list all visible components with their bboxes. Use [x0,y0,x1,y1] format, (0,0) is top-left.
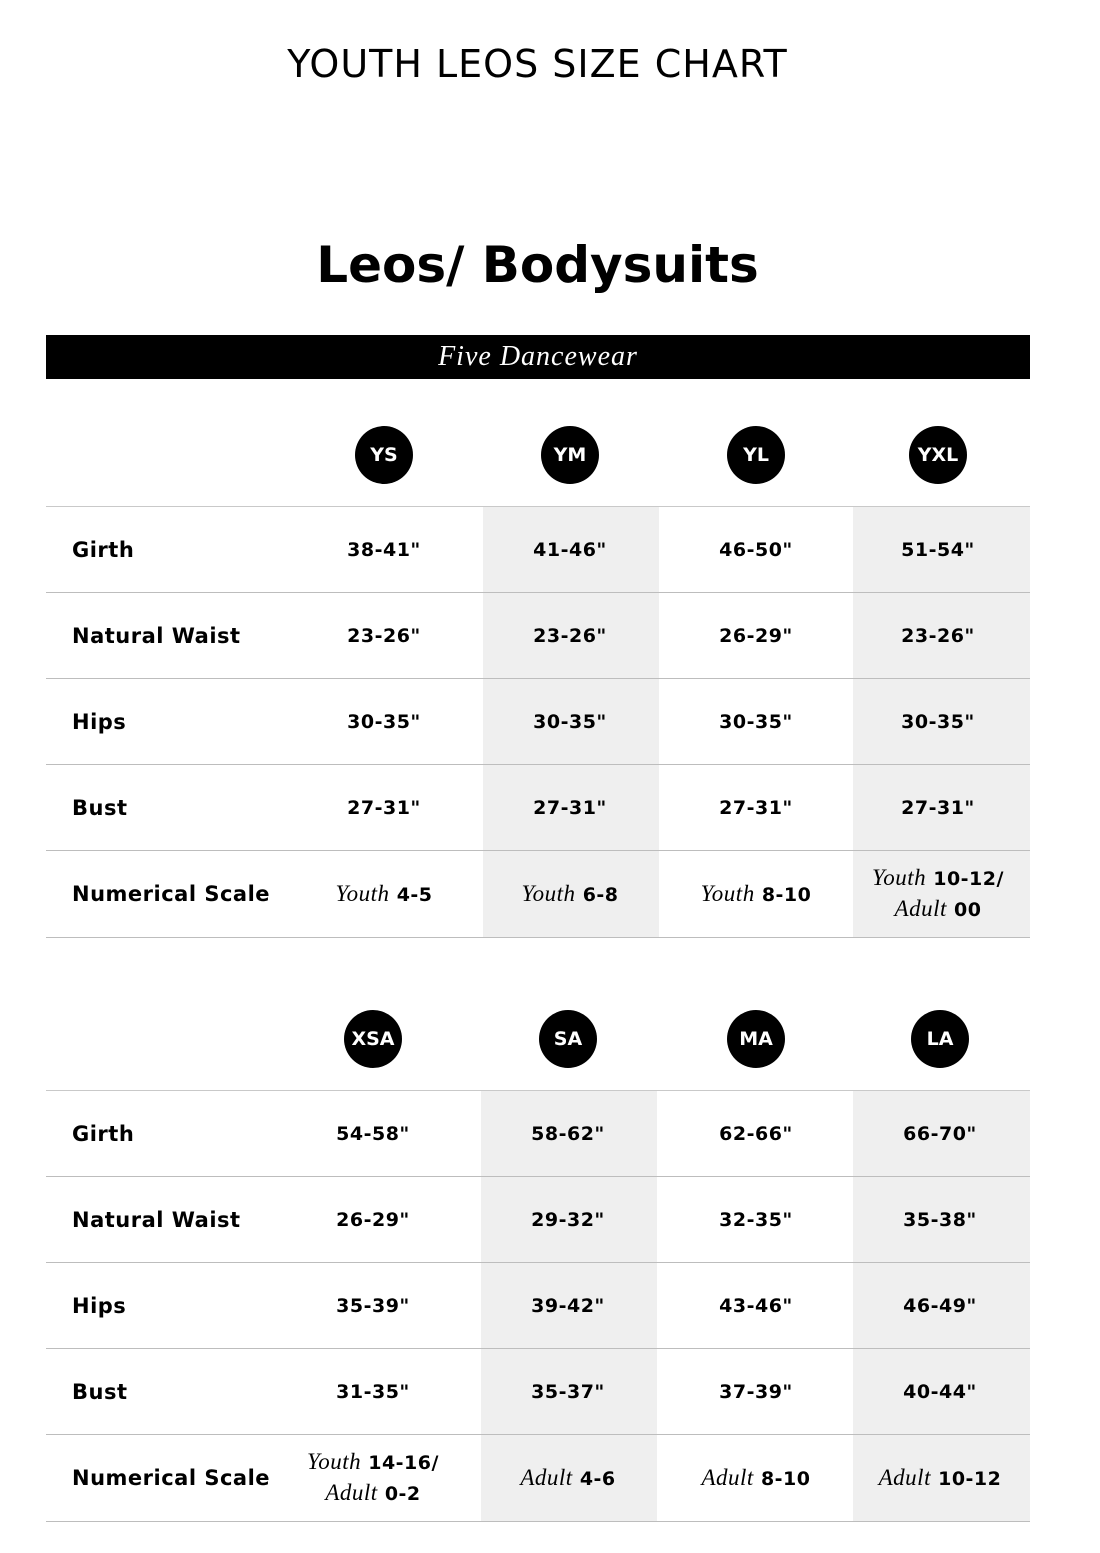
measurement-cell: 23-26" [533,624,607,647]
row-label: Natural Waist [72,623,241,648]
measurement-cell: 54-58" [336,1122,410,1145]
measurement-cell: 23-26" [347,624,421,647]
scale-cell-lines [701,1463,810,1494]
measurement-cell: 27-31" [533,796,607,819]
row-label: Numerical Scale [72,1466,271,1490]
measurement-cell: 58-62" [531,1122,605,1145]
scale-word: Adult [325,1480,378,1505]
scale-word: Adult [894,896,947,921]
row-label: Natural Waist [72,1207,241,1232]
measurement-cell: 43-46" [719,1294,793,1317]
size-badge-la: LA [911,1010,969,1068]
measurement-cell: 35-37" [531,1380,605,1403]
measurement-cell: 35-38" [903,1208,977,1231]
scale-cell [475,851,665,937]
row-label: Numerical Scale [72,882,271,906]
scale-line [307,1478,439,1509]
measurement-cell: 35-39" [336,1294,410,1317]
scale-line [701,1463,810,1494]
scale-word: Adult [701,1464,754,1490]
measurement-cell: 39-42" [531,1294,605,1317]
measurement-cell: 26-29" [719,624,793,647]
table-row [46,1177,1030,1263]
scale-word: Adult [520,1464,573,1490]
measurement-cell: 62-66" [719,1122,793,1145]
size-header-row [46,426,1030,506]
size-badge-ym: YM [541,426,599,484]
scale-cell [473,1435,663,1521]
scale-cell-lines [520,1463,615,1494]
page-title: YOUTH LEOS SIZE CHART [287,42,788,86]
scale-cell-lines [521,879,618,910]
scale-cell [289,851,479,937]
measurement-rows [46,1090,1030,1522]
row-label: Girth [72,537,135,562]
size-badge-xsa: XSA [344,1010,402,1068]
scale-cell [845,1435,1035,1521]
size-badge-yxl: YXL [909,426,967,484]
measurement-cell: 37-39" [719,1380,793,1403]
measurement-cell: 27-31" [347,796,421,819]
scale-line [879,1463,1002,1494]
table-row [46,507,1030,593]
measurement-cell: 30-35" [901,710,975,733]
measurement-cell: 31-35" [336,1380,410,1403]
scale-number: 00 [954,899,982,921]
scale-line [872,863,1004,894]
table-row [46,765,1030,851]
row-label: Girth [72,1121,135,1146]
row-label: Bust [72,795,128,820]
scale-word: Youth [335,880,390,906]
size-table-adult [46,1010,1030,1522]
scale-word: Youth [307,1449,362,1474]
numerical-scale-row [46,851,1030,938]
brand-banner: Five Dancewear [46,335,1030,379]
scale-cell [661,1435,851,1521]
measurement-cell: 41-46" [533,538,607,561]
measurement-cell: 23-26" [901,624,975,647]
scale-number: 4-6 [579,1467,616,1490]
measurement-cell: 29-32" [531,1208,605,1231]
scale-number: 8-10 [760,1467,811,1490]
scale-cell-lines [307,1447,439,1509]
measurement-cell: 27-31" [901,796,975,819]
measurement-cell: 40-44" [903,1380,977,1403]
size-badge-yl: YL [727,426,785,484]
scale-line [872,894,1004,925]
scale-word: Youth [700,880,755,906]
row-label: Bust [72,1379,128,1404]
scale-number: 10-12/ [933,868,1004,890]
table-row [46,1349,1030,1435]
scale-word: Youth [872,865,927,890]
scale-line [520,1463,615,1494]
scale-cell [661,851,851,937]
table-row [46,1263,1030,1349]
measurement-cell: 46-50" [719,538,793,561]
scale-cell [843,851,1033,937]
size-badge-ys: YS [355,426,413,484]
scale-word: Adult [878,1464,931,1490]
scale-word: Youth [521,880,576,906]
size-table-youth [46,426,1030,938]
scale-number: 0-2 [384,1483,421,1505]
scale-cell-lines [701,879,812,910]
scale-cell-lines [879,1463,1002,1494]
row-label: Hips [72,1293,127,1318]
measurement-cell: 30-35" [347,710,421,733]
scale-line [307,1447,439,1478]
scale-cell [278,1435,468,1521]
scale-number: 14-16/ [368,1452,439,1474]
numerical-scale-row [46,1435,1030,1522]
scale-line [521,879,618,910]
measurement-cell: 38-41" [347,538,421,561]
scale-cell-lines [335,879,432,910]
measurement-cell: 46-49" [903,1294,977,1317]
size-badge-sa: SA [539,1010,597,1068]
scale-number: 10-12 [938,1467,1002,1490]
table-row [46,679,1030,765]
measurement-cell: 32-35" [719,1208,793,1231]
table-row [46,1091,1030,1177]
measurement-cell: 66-70" [903,1122,977,1145]
measurement-cell: 30-35" [719,710,793,733]
scale-line [701,879,812,910]
measurement-cell: 30-35" [533,710,607,733]
measurement-rows [46,506,1030,938]
scale-cell-lines [872,863,1004,925]
scale-number: 8-10 [761,883,812,906]
table-row [46,593,1030,679]
measurement-cell: 51-54" [901,538,975,561]
measurement-cell: 26-29" [336,1208,410,1231]
scale-number: 4-5 [396,883,433,906]
scale-number: 6-8 [582,883,619,906]
section-title: Leos/ Bodysuits [316,236,759,294]
scale-line [335,879,432,910]
row-label: Hips [72,709,127,734]
measurement-cell: 27-31" [719,796,793,819]
size-badge-ma: MA [727,1010,785,1068]
size-header-row [46,1010,1030,1090]
